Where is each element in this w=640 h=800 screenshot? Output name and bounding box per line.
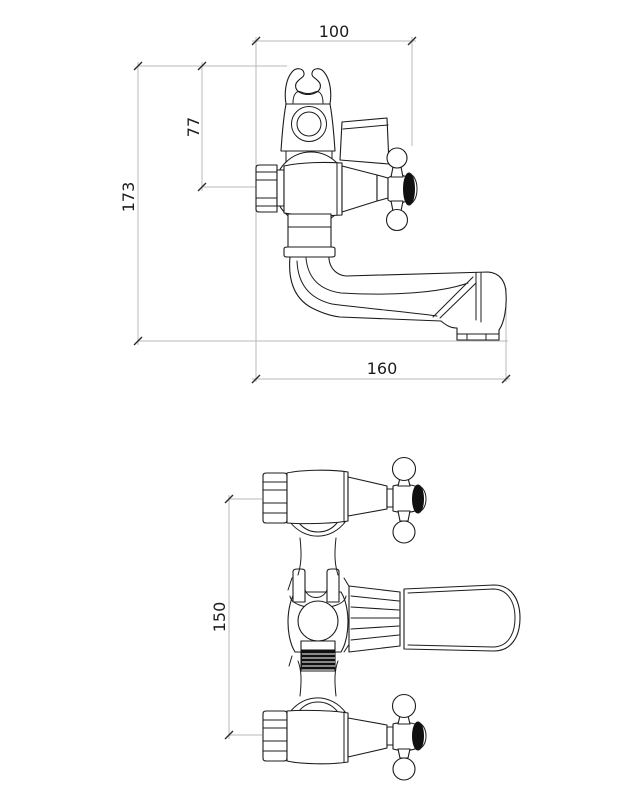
dimension-label-100: 100 [318, 22, 350, 41]
cross-bottom-neck [398, 749, 410, 758]
cross-handle-side [387, 148, 418, 231]
valve-hub [377, 175, 388, 201]
valve-cone [348, 477, 387, 516]
cross-handle-top-ball [387, 148, 407, 168]
dimension-label-77: 77 [184, 116, 203, 138]
holder-fork-left-prong [293, 569, 305, 602]
plan-view [210, 458, 520, 781]
outlet-ball [298, 601, 338, 641]
lever-plate [340, 118, 389, 164]
valve-cone [342, 166, 377, 212]
spout-outline [290, 257, 507, 340]
plan-view-faucet [263, 458, 520, 781]
lever-cone [349, 586, 400, 652]
valve-barrel [284, 162, 342, 215]
union-nut [263, 473, 287, 523]
valve-hub-neck [387, 489, 393, 507]
dimension-label-160: 160 [366, 359, 398, 378]
dimension-label-150: 150 [210, 601, 229, 633]
cross-bottom-ball [393, 758, 415, 780]
spout-riser [288, 214, 331, 247]
inlet-valve-top [263, 458, 426, 544]
valve-body [287, 470, 348, 523]
lever-handle [349, 585, 520, 652]
side-view-faucet [256, 69, 506, 340]
spout [284, 214, 506, 340]
dimension-label-173: 173 [119, 181, 138, 213]
cross-top-ball [393, 695, 416, 718]
cross-bottom-neck [398, 511, 410, 521]
cross-top-ball [393, 458, 416, 481]
valve-hub-neck [387, 727, 393, 745]
valve-body [287, 710, 348, 763]
holder-mount [281, 104, 335, 151]
lever-paddle [404, 585, 520, 651]
plan-view-dimension-lines [225, 495, 262, 739]
cross-front-cap [413, 722, 424, 750]
cross-front-cap [413, 485, 424, 513]
valve-cone [348, 718, 387, 757]
cross-bottom-ball [393, 521, 415, 543]
cross-handle-front-cap [404, 173, 415, 205]
union-nut [263, 711, 287, 761]
shower-holder-clip [285, 69, 331, 104]
cross-handle-bottom-ball [387, 210, 408, 231]
side-view [119, 22, 510, 383]
inlet-valve-bottom [263, 695, 426, 781]
spout-ring [284, 247, 335, 257]
valve-neck [277, 170, 284, 206]
